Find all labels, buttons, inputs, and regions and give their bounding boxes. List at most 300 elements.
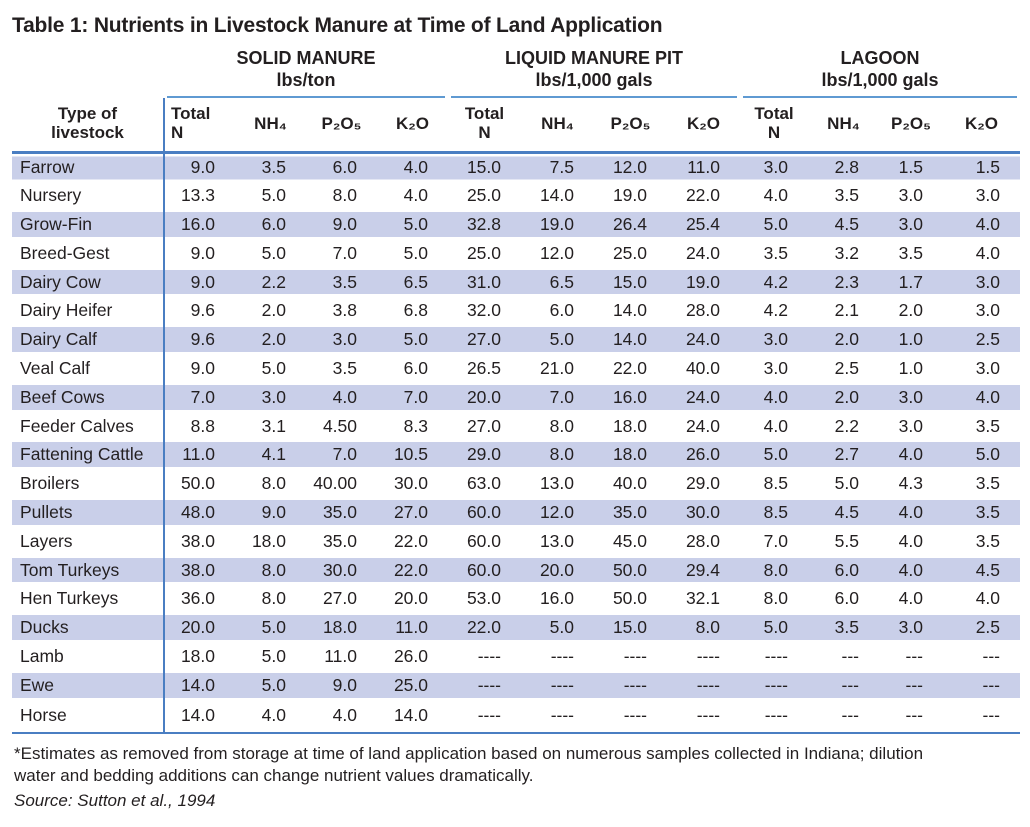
value-cell: 48.0 xyxy=(164,498,235,527)
table-row xyxy=(12,527,1020,556)
value-cell: 13.0 xyxy=(539,473,574,494)
value-cell: 25.0 xyxy=(466,185,501,206)
column-header-row xyxy=(12,98,1020,153)
col-header-liquid-total-n: Total N xyxy=(448,98,521,153)
value-cell: 3.5 xyxy=(975,473,1001,494)
value-cell: 6.0 xyxy=(834,588,859,609)
value-cell: 4.0 xyxy=(898,530,923,551)
value-cell: 2.0 xyxy=(235,325,306,354)
table-row xyxy=(12,613,1020,642)
value-cell: 6.0 xyxy=(808,556,879,585)
value-cell: 4.0 xyxy=(377,153,448,182)
value-cell: 4.0 xyxy=(975,588,1001,609)
value-cell: --- xyxy=(879,700,943,733)
value-cell: 7.0 xyxy=(164,383,235,412)
value-cell: 3.5 xyxy=(306,268,377,297)
table-row xyxy=(12,153,1020,182)
value-cell: 3.5 xyxy=(332,357,357,378)
value-cell: 36.0 xyxy=(180,588,215,609)
value-cell: 3.0 xyxy=(879,210,943,239)
value-cell: --- xyxy=(808,671,879,700)
value-cell: 27.0 xyxy=(448,325,521,354)
value-cell: 4.0 xyxy=(975,242,1001,263)
value-cell: 20.0 xyxy=(448,383,521,412)
source-citation: Source: Sutton et al., 1994 xyxy=(14,790,216,810)
value-cell: 18.0 xyxy=(594,440,667,469)
value-cell: 3.0 xyxy=(740,153,808,182)
value-cell: 14.0 xyxy=(539,185,574,206)
value-cell: 4.3 xyxy=(898,473,923,494)
value-cell: 3.5 xyxy=(235,153,306,182)
value-cell: 10.5 xyxy=(377,440,448,469)
livestock-cell: Nursery xyxy=(12,181,164,210)
value-cell: 31.0 xyxy=(448,268,521,297)
livestock-cell: Broilers xyxy=(12,469,164,498)
livestock-cell: Pullets xyxy=(12,498,164,527)
table-row xyxy=(12,469,1020,498)
col-header-solid-p2o5: P₂O₅ xyxy=(306,98,377,153)
value-cell: 13.0 xyxy=(539,530,574,551)
value-cell: 5.0 xyxy=(377,325,448,354)
value-cell: 27.0 xyxy=(377,498,448,527)
value-cell: ---- xyxy=(550,645,574,666)
table-row xyxy=(12,700,1020,733)
table-row xyxy=(12,498,1020,527)
value-cell: 1.5 xyxy=(943,153,1020,182)
value-cell: 29.0 xyxy=(448,440,521,469)
value-cell: 4.5 xyxy=(808,498,879,527)
value-cell: ---- xyxy=(448,700,521,733)
value-cell: 50.0 xyxy=(180,473,215,494)
col-header-lagoon-total-n: Total N xyxy=(740,98,808,153)
value-cell: 2.1 xyxy=(834,300,859,321)
value-cell: 18.0 xyxy=(306,613,377,642)
value-cell: 3.2 xyxy=(834,242,859,263)
value-cell: 4.0 xyxy=(943,210,1020,239)
value-cell: 9.6 xyxy=(190,300,215,321)
value-cell: 11.0 xyxy=(164,440,235,469)
col-header-lagoon-k2o: K₂O xyxy=(943,98,1020,153)
value-cell: ---- xyxy=(740,671,808,700)
group-name: LIQUID MANURE PIT xyxy=(505,48,683,68)
value-cell: 3.0 xyxy=(898,185,923,206)
value-cell: 8.0 xyxy=(332,185,357,206)
value-cell: 26.5 xyxy=(466,357,501,378)
col-header-solid-nh4: NH₄ xyxy=(235,98,306,153)
group-header-solid-manure xyxy=(164,48,448,98)
value-cell: 26.0 xyxy=(393,645,428,666)
livestock-cell: Breed-Gest xyxy=(12,239,164,268)
value-cell: 30.0 xyxy=(306,556,377,585)
value-cell: --- xyxy=(905,645,923,666)
value-cell: 7.0 xyxy=(306,440,377,469)
value-cell: 8.0 xyxy=(549,415,574,436)
table-row xyxy=(12,210,1020,239)
value-cell: 3.0 xyxy=(975,300,1001,321)
value-cell: 2.0 xyxy=(898,300,923,321)
table-row xyxy=(12,181,1020,210)
value-cell: 9.0 xyxy=(190,242,215,263)
table-row xyxy=(12,556,1020,585)
value-cell: 3.0 xyxy=(763,357,788,378)
value-cell: 27.0 xyxy=(322,588,357,609)
value-cell: --- xyxy=(808,700,879,733)
livestock-cell: Layers xyxy=(12,527,164,556)
value-cell: 5.0 xyxy=(521,613,594,642)
value-cell: 7.0 xyxy=(521,383,594,412)
value-cell: 28.0 xyxy=(685,530,720,551)
value-cell: 6.5 xyxy=(521,268,594,297)
value-cell: 2.2 xyxy=(235,268,306,297)
value-cell: 4.0 xyxy=(943,383,1020,412)
value-cell: ---- xyxy=(740,700,808,733)
value-cell: ---- xyxy=(521,671,594,700)
value-cell: 1.0 xyxy=(898,357,923,378)
table-row xyxy=(12,412,1020,441)
value-cell: 15.0 xyxy=(448,153,521,182)
value-cell: 24.0 xyxy=(667,383,740,412)
value-cell: 12.0 xyxy=(521,498,594,527)
value-cell: 8.3 xyxy=(403,415,428,436)
value-cell: 50.0 xyxy=(594,556,667,585)
table-row xyxy=(12,239,1020,268)
col-header-solid-total-n: Total N xyxy=(164,98,235,153)
value-cell: 4.5 xyxy=(808,210,879,239)
value-cell: 24.0 xyxy=(685,242,720,263)
value-cell: 19.0 xyxy=(667,268,740,297)
value-cell: 5.0 xyxy=(740,210,808,239)
value-cell: 3.8 xyxy=(332,300,357,321)
value-cell: 5.0 xyxy=(740,440,808,469)
value-cell: 15.0 xyxy=(594,268,667,297)
value-cell: 2.0 xyxy=(808,383,879,412)
value-cell: 3.0 xyxy=(898,415,923,436)
value-cell: 5.0 xyxy=(943,440,1020,469)
value-cell: 2.8 xyxy=(808,153,879,182)
col-header-lagoon-p2o5: P₂O₅ xyxy=(879,98,943,153)
value-cell: ---- xyxy=(623,645,647,666)
value-cell: 6.0 xyxy=(306,153,377,182)
value-cell: --- xyxy=(841,645,859,666)
value-cell: 19.0 xyxy=(612,185,647,206)
value-cell: 27.0 xyxy=(466,415,501,436)
value-cell: 5.0 xyxy=(235,671,306,700)
value-cell: 15.0 xyxy=(594,613,667,642)
value-cell: 12.0 xyxy=(594,153,667,182)
livestock-cell: Horse xyxy=(12,700,164,733)
value-cell: 53.0 xyxy=(466,588,501,609)
value-cell: 4.0 xyxy=(879,498,943,527)
value-cell: 1.7 xyxy=(879,268,943,297)
value-cell: 26.4 xyxy=(594,210,667,239)
value-cell: 8.0 xyxy=(763,588,788,609)
value-cell: 14.0 xyxy=(164,671,235,700)
value-cell: ---- xyxy=(696,645,720,666)
value-cell: 9.0 xyxy=(164,153,235,182)
group-header-lagoon xyxy=(740,48,1020,98)
value-cell: 1.0 xyxy=(879,325,943,354)
value-cell: 20.0 xyxy=(164,613,235,642)
table-row xyxy=(12,584,1020,613)
value-cell: 28.0 xyxy=(685,300,720,321)
value-cell: 8.0 xyxy=(261,588,286,609)
value-cell: 16.0 xyxy=(164,210,235,239)
value-cell: 4.0 xyxy=(763,185,788,206)
value-cell: 2.2 xyxy=(834,415,859,436)
value-cell: 25.4 xyxy=(667,210,740,239)
table-title: Table 1: Nutrients in Livestock Manure at Time of Land Application xyxy=(12,14,663,37)
livestock-cell: Dairy Cow xyxy=(12,268,164,297)
value-cell: 18.0 xyxy=(251,530,286,551)
value-cell: 7.0 xyxy=(332,242,357,263)
value-cell: 6.0 xyxy=(403,357,428,378)
value-cell: 3.0 xyxy=(975,185,1001,206)
value-cell: 25.0 xyxy=(612,242,647,263)
col-header-lagoon-nh4: NH₄ xyxy=(808,98,879,153)
table-row xyxy=(12,325,1020,354)
value-cell: 3.1 xyxy=(261,415,286,436)
footnote-text: *Estimates as removed from storage at time of land application based on numerous samples collected in Indiana; dilution water and bedding additions can change nutrient values dramatically. xyxy=(14,743,924,786)
value-cell: ---- xyxy=(764,645,788,666)
value-cell: 40.0 xyxy=(685,357,720,378)
value-cell: 11.0 xyxy=(377,613,448,642)
livestock-cell: Hen Turkeys xyxy=(12,584,164,613)
value-cell: 4.2 xyxy=(740,268,808,297)
value-cell: 22.0 xyxy=(393,530,428,551)
value-cell: 9.0 xyxy=(306,210,377,239)
value-cell: 14.0 xyxy=(164,700,235,733)
value-cell: 4.1 xyxy=(235,440,306,469)
group-unit: lbs/ton xyxy=(276,69,336,90)
value-cell: 25.0 xyxy=(466,242,501,263)
value-cell: ---- xyxy=(594,700,667,733)
value-cell: 3.5 xyxy=(834,185,859,206)
value-cell: 8.0 xyxy=(261,473,286,494)
value-cell: 30.0 xyxy=(393,473,428,494)
value-cell: 4.5 xyxy=(943,556,1020,585)
value-cell: 3.0 xyxy=(235,383,306,412)
group-header-liquid-manure-pit xyxy=(448,48,740,98)
value-cell: 9.0 xyxy=(164,268,235,297)
value-cell: 60.0 xyxy=(448,498,521,527)
value-cell: 38.0 xyxy=(180,530,215,551)
value-cell: 3.0 xyxy=(306,325,377,354)
table-row xyxy=(12,642,1020,671)
value-cell: 29.4 xyxy=(667,556,740,585)
col-header-solid-k2o: K₂O xyxy=(377,98,448,153)
value-cell: 20.0 xyxy=(393,588,428,609)
value-cell: 16.0 xyxy=(594,383,667,412)
value-cell: 4.0 xyxy=(740,383,808,412)
value-cell: --- xyxy=(943,700,1020,733)
value-cell: 32.0 xyxy=(466,300,501,321)
value-cell: 11.0 xyxy=(324,645,357,666)
value-cell: 5.0 xyxy=(740,613,808,642)
value-cell: 4.0 xyxy=(879,556,943,585)
value-cell: 14.0 xyxy=(594,325,667,354)
value-cell: 38.0 xyxy=(164,556,235,585)
value-cell: ---- xyxy=(448,671,521,700)
value-cell: 5.0 xyxy=(235,613,306,642)
value-cell: ---- xyxy=(477,645,501,666)
value-cell: 4.0 xyxy=(306,383,377,412)
table-row xyxy=(12,440,1020,469)
value-cell: 24.0 xyxy=(667,325,740,354)
value-cell: 9.0 xyxy=(306,671,377,700)
value-cell: 3.0 xyxy=(879,613,943,642)
value-cell: 24.0 xyxy=(685,415,720,436)
value-cell: 3.5 xyxy=(943,498,1020,527)
value-cell: 2.5 xyxy=(834,357,859,378)
value-cell: 6.0 xyxy=(549,300,574,321)
value-cell: 8.0 xyxy=(740,556,808,585)
livestock-cell: Dairy Heifer xyxy=(12,296,164,325)
livestock-cell: Beef Cows xyxy=(12,383,164,412)
col-header-liquid-k2o: K₂O xyxy=(667,98,740,153)
nutrients-table xyxy=(12,48,1020,734)
value-cell: 8.8 xyxy=(190,415,215,436)
livestock-cell: Ducks xyxy=(12,613,164,642)
value-cell: 22.0 xyxy=(448,613,521,642)
value-cell: 9.0 xyxy=(190,357,215,378)
value-cell: 5.0 xyxy=(261,185,286,206)
value-cell: 3.5 xyxy=(763,242,788,263)
value-cell: 63.0 xyxy=(466,473,501,494)
value-cell: 3.0 xyxy=(879,383,943,412)
group-unit: lbs/1,000 gals xyxy=(535,69,653,90)
value-cell: 5.0 xyxy=(403,242,428,263)
value-cell: 3.5 xyxy=(808,613,879,642)
value-cell: 6.5 xyxy=(377,268,448,297)
value-cell: 7.5 xyxy=(521,153,594,182)
value-cell: 22.0 xyxy=(612,357,647,378)
value-cell: --- xyxy=(879,671,943,700)
value-cell: 29.0 xyxy=(685,473,720,494)
value-cell: 35.0 xyxy=(306,498,377,527)
value-cell: 3.0 xyxy=(943,268,1020,297)
value-cell: 22.0 xyxy=(685,185,720,206)
value-cell: 5.0 xyxy=(834,473,859,494)
value-cell: 4.0 xyxy=(879,440,943,469)
livestock-cell: Veal Calf xyxy=(12,354,164,383)
value-cell: 2.5 xyxy=(943,613,1020,642)
value-cell: 4.50 xyxy=(322,415,357,436)
value-cell: 8.0 xyxy=(667,613,740,642)
value-cell: 14.0 xyxy=(612,300,647,321)
value-cell: 13.3 xyxy=(180,185,215,206)
value-cell: 45.0 xyxy=(612,530,647,551)
value-cell: 20.0 xyxy=(521,556,594,585)
value-cell: 5.5 xyxy=(834,530,859,551)
group-name: LAGOON xyxy=(840,48,920,68)
value-cell: 35.0 xyxy=(594,498,667,527)
value-cell: 4.0 xyxy=(898,588,923,609)
row-header-type-of-livestock: Type of livestock xyxy=(12,98,164,153)
value-cell: ---- xyxy=(667,671,740,700)
corner-cell xyxy=(12,48,164,98)
livestock-cell: Feeder Calves xyxy=(12,412,164,441)
value-cell: --- xyxy=(943,671,1020,700)
value-cell: 3.0 xyxy=(740,325,808,354)
value-cell: 60.0 xyxy=(448,556,521,585)
value-cell: 32.8 xyxy=(448,210,521,239)
table-row xyxy=(12,268,1020,297)
value-cell: 4.2 xyxy=(763,300,788,321)
livestock-cell: Lamb xyxy=(12,642,164,671)
value-cell: 1.5 xyxy=(879,153,943,182)
col-header-liquid-p2o5: P₂O₅ xyxy=(594,98,667,153)
livestock-cell: Farrow xyxy=(12,153,164,182)
value-cell: 2.3 xyxy=(808,268,879,297)
value-cell: 2.7 xyxy=(808,440,879,469)
value-cell: 18.0 xyxy=(612,415,647,436)
value-cell: 3.5 xyxy=(898,242,923,263)
livestock-cell: Ewe xyxy=(12,671,164,700)
livestock-cell: Grow-Fin xyxy=(12,210,164,239)
value-cell: 5.0 xyxy=(261,357,286,378)
value-cell: 5.0 xyxy=(521,325,594,354)
value-cell: 21.0 xyxy=(539,357,574,378)
value-cell: 3.0 xyxy=(975,357,1001,378)
value-cell: 25.0 xyxy=(377,671,448,700)
value-cell: 32.1 xyxy=(685,588,720,609)
value-cell: ---- xyxy=(594,671,667,700)
value-cell: 19.0 xyxy=(521,210,594,239)
value-cell: 7.0 xyxy=(763,530,788,551)
value-cell: 6.0 xyxy=(235,210,306,239)
value-cell: 2.5 xyxy=(943,325,1020,354)
value-cell: 3.5 xyxy=(975,415,1001,436)
value-cell: 6.8 xyxy=(403,300,428,321)
value-cell: 50.0 xyxy=(612,588,647,609)
value-cell: 22.0 xyxy=(377,556,448,585)
livestock-cell: Dairy Calf xyxy=(12,325,164,354)
value-cell: 26.0 xyxy=(667,440,740,469)
value-cell: 35.0 xyxy=(322,530,357,551)
value-cell: 12.0 xyxy=(539,242,574,263)
value-cell: 8.0 xyxy=(521,440,594,469)
value-cell: 3.5 xyxy=(975,530,1001,551)
group-header-row xyxy=(12,48,1020,98)
value-cell: 4.0 xyxy=(763,415,788,436)
value-cell: 60.0 xyxy=(466,530,501,551)
group-name: SOLID MANURE xyxy=(236,48,376,68)
value-cell: --- xyxy=(982,645,1001,666)
value-cell: 18.0 xyxy=(180,645,215,666)
value-cell: 5.0 xyxy=(261,242,286,263)
value-cell: 11.0 xyxy=(667,153,740,182)
value-cell: 2.0 xyxy=(808,325,879,354)
value-cell: 4.0 xyxy=(403,185,428,206)
value-cell: 8.0 xyxy=(235,556,306,585)
table-row xyxy=(12,671,1020,700)
value-cell: ---- xyxy=(667,700,740,733)
group-unit: lbs/1,000 gals xyxy=(821,69,939,90)
value-cell: 7.0 xyxy=(377,383,448,412)
value-cell: ---- xyxy=(521,700,594,733)
value-cell: 4.0 xyxy=(235,700,306,733)
value-cell: 40.00 xyxy=(313,473,357,494)
value-cell: 14.0 xyxy=(377,700,448,733)
livestock-cell: Fattening Cattle xyxy=(12,440,164,469)
table-row xyxy=(12,354,1020,383)
col-header-liquid-nh4: NH₄ xyxy=(521,98,594,153)
value-cell: 5.0 xyxy=(377,210,448,239)
value-cell: 16.0 xyxy=(539,588,574,609)
value-cell: 40.0 xyxy=(612,473,647,494)
value-cell: 5.0 xyxy=(261,645,286,666)
value-cell: 2.0 xyxy=(261,300,286,321)
